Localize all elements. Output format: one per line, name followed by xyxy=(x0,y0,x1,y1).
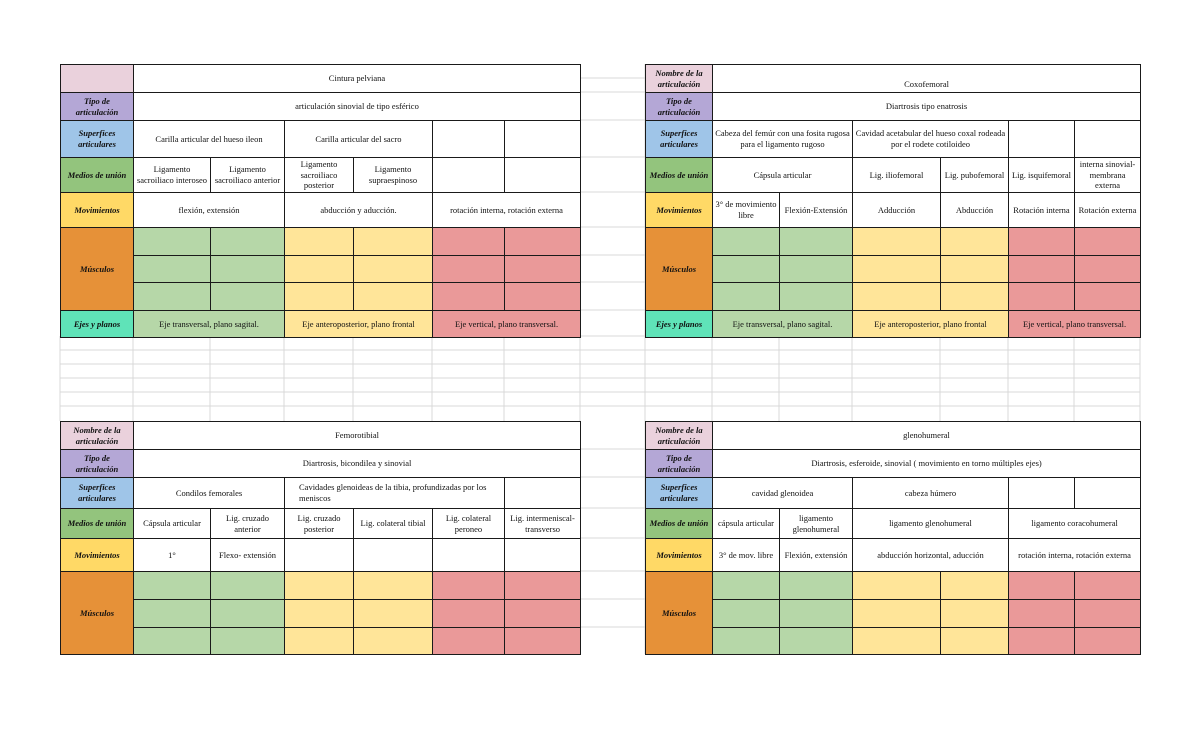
row-musculos xyxy=(646,283,1141,311)
label-musculos: Músculos xyxy=(646,572,713,655)
movimiento-cell: Rotación interna xyxy=(1009,193,1075,228)
eje-cell: Eje transversal, plano sagital. xyxy=(134,311,285,338)
table-cintura-pelviana xyxy=(60,64,581,338)
muscle-cell[interactable] xyxy=(780,228,853,256)
muscle-cell[interactable] xyxy=(713,628,780,655)
muscle-cell[interactable] xyxy=(134,256,211,283)
movimiento-cell: Flexo- extensión xyxy=(211,539,285,572)
muscle-cell[interactable] xyxy=(505,600,581,628)
muscle-cell[interactable] xyxy=(1009,628,1075,655)
label-movimientos: Movimientos xyxy=(61,539,134,572)
superficie-cell xyxy=(505,121,581,158)
label-movimientos: Movimientos xyxy=(61,193,134,228)
table-coxofemoral xyxy=(645,64,1141,338)
muscle-cell[interactable] xyxy=(1075,283,1141,311)
label-musculos: Músculos xyxy=(646,228,713,311)
row-movimientos xyxy=(646,539,1141,572)
superficie-cell: Carilla articular del hueso ileon xyxy=(134,121,285,158)
muscle-cell[interactable] xyxy=(780,628,853,655)
muscle-cell[interactable] xyxy=(941,228,1009,256)
medio-cell: ligamento glenohumeral xyxy=(853,509,1009,539)
superficie-cell xyxy=(433,121,505,158)
row-movimientos xyxy=(61,193,581,228)
muscle-cell[interactable] xyxy=(354,628,433,655)
label-ejes: Ejes y planos xyxy=(61,311,134,338)
muscle-cell[interactable] xyxy=(853,283,941,311)
table-femorotibial xyxy=(60,421,581,655)
eje-cell: Eje anteroposterior, plano frontal xyxy=(285,311,433,338)
movimiento-cell: Adducción xyxy=(853,193,941,228)
muscle-cell[interactable] xyxy=(211,283,285,311)
muscle-cell[interactable] xyxy=(134,228,211,256)
muscle-cell[interactable] xyxy=(713,283,780,311)
muscle-cell[interactable] xyxy=(713,600,780,628)
superficie-cell xyxy=(1075,478,1141,509)
medio-cell: Lig. cruzado anterior xyxy=(211,509,285,539)
muscle-cell[interactable] xyxy=(505,228,581,256)
muscle-cell[interactable] xyxy=(285,600,354,628)
superficie-cell xyxy=(1009,478,1075,509)
muscle-cell[interactable] xyxy=(1075,572,1141,600)
eje-cell: Eje vertical, plano transversal. xyxy=(433,311,581,338)
muscle-cell[interactable] xyxy=(505,283,581,311)
nombre-value: Coxofemoral xyxy=(713,65,1141,93)
tipo-value: Diartrosis, bicondilea y sinovial xyxy=(134,450,581,478)
movimiento-cell: Flexión, extensión xyxy=(780,539,853,572)
row-musculos xyxy=(61,572,581,600)
medio-cell: Lig. intermeniscal- transverso xyxy=(505,509,581,539)
movimiento-cell: Abducción xyxy=(941,193,1009,228)
muscle-cell[interactable] xyxy=(354,600,433,628)
label-nombre-empty xyxy=(61,65,134,93)
medio-cell xyxy=(505,158,581,193)
label-movimientos: Movimientos xyxy=(646,193,713,228)
label-tipo: Tipo de articulación xyxy=(61,93,134,121)
superficie-cell: Cabeza del femúr con una fosita rugosa para el ligamento rugoso xyxy=(713,121,853,158)
movimiento-cell: 1° xyxy=(134,539,211,572)
movimiento-cell: abducción horizontal, aducción xyxy=(853,539,1009,572)
label-superficies: Superfices articulares xyxy=(646,121,713,158)
tipo-value: articulación sinovial de tipo esférico xyxy=(134,93,581,121)
muscle-cell[interactable] xyxy=(1075,628,1141,655)
muscle-cell[interactable] xyxy=(713,228,780,256)
label-musculos: Músculos xyxy=(61,572,134,655)
medio-cell: ligamento coracohumeral xyxy=(1009,509,1141,539)
muscle-cell[interactable] xyxy=(505,572,581,600)
row-tipo xyxy=(646,450,1141,478)
muscle-cell[interactable] xyxy=(780,283,853,311)
medio-cell: interna sinovial- membrana externa xyxy=(1075,158,1141,193)
muscle-cell[interactable] xyxy=(211,628,285,655)
muscle-cell[interactable] xyxy=(433,256,505,283)
eje-cell: Eje anteroposterior, plano frontal xyxy=(853,311,1009,338)
row-superficies xyxy=(646,121,1141,158)
medio-cell: Ligamento sacroiliaco anterior xyxy=(211,158,285,193)
movimiento-cell: Rotación externa xyxy=(1075,193,1141,228)
tipo-value: Diartrosis tipo enatrosis xyxy=(713,93,1141,121)
label-tipo: Tipo de articulación xyxy=(61,450,134,478)
muscle-cell[interactable] xyxy=(433,228,505,256)
muscle-cell[interactable] xyxy=(134,283,211,311)
muscle-cell[interactable] xyxy=(1075,256,1141,283)
muscle-cell[interactable] xyxy=(941,600,1009,628)
superficie-cell: Cavidades glenoideas de la tibia, profundizadas por los meniscos xyxy=(285,478,505,509)
nombre-value: glenohumeral xyxy=(713,422,1141,450)
movimiento-cell xyxy=(433,539,505,572)
medio-cell: Cápsula articular xyxy=(134,509,211,539)
muscle-cell[interactable] xyxy=(134,628,211,655)
nombre-value: Femorotibial xyxy=(134,422,581,450)
label-movimientos: Movimientos xyxy=(646,539,713,572)
row-medios xyxy=(646,158,1141,193)
muscle-cell[interactable] xyxy=(780,600,853,628)
superficie-cell: Carilla articular del sacro xyxy=(285,121,433,158)
medio-cell: ligamento glenohumeral xyxy=(780,509,853,539)
muscle-cell[interactable] xyxy=(853,572,941,600)
medio-cell: Ligamento sacroiliaco posterior xyxy=(285,158,354,193)
row-musculos xyxy=(646,600,1141,628)
muscle-cell[interactable] xyxy=(1009,600,1075,628)
muscle-cell[interactable] xyxy=(941,283,1009,311)
muscle-cell[interactable] xyxy=(285,572,354,600)
row-medios xyxy=(61,509,581,539)
muscle-cell[interactable] xyxy=(1009,283,1075,311)
label-medios: Medios de unión xyxy=(61,158,134,193)
muscle-cell[interactable] xyxy=(134,600,211,628)
row-ejes xyxy=(646,311,1141,338)
muscle-cell[interactable] xyxy=(211,228,285,256)
muscle-cell[interactable] xyxy=(285,228,354,256)
row-tipo xyxy=(646,93,1141,121)
muscle-cell[interactable] xyxy=(505,628,581,655)
medio-cell: Ligamento supraespinoso xyxy=(354,158,433,193)
muscle-cell[interactable] xyxy=(354,283,433,311)
muscle-cell[interactable] xyxy=(433,572,505,600)
row-musculos xyxy=(646,572,1141,600)
muscle-cell[interactable] xyxy=(853,628,941,655)
medio-cell xyxy=(433,158,505,193)
muscle-cell[interactable] xyxy=(1075,600,1141,628)
row-superficies xyxy=(646,478,1141,509)
tipo-value: Diartrosis, esferoide, sinovial ( movimiento en torno múltiples ejes) xyxy=(713,450,1141,478)
row-tipo xyxy=(61,450,581,478)
muscle-cell[interactable] xyxy=(505,256,581,283)
muscle-cell[interactable] xyxy=(285,283,354,311)
muscle-cell[interactable] xyxy=(713,256,780,283)
muscle-cell[interactable] xyxy=(134,572,211,600)
superficie-cell: cabeza húmero xyxy=(853,478,1009,509)
muscle-cell[interactable] xyxy=(941,572,1009,600)
row-musculos xyxy=(61,283,581,311)
row-musculos xyxy=(646,256,1141,283)
row-musculos xyxy=(61,628,581,655)
muscle-cell[interactable] xyxy=(211,600,285,628)
label-musculos: Músculos xyxy=(61,228,134,311)
label-superficies: Superfices articulares xyxy=(61,121,134,158)
label-tipo: Tipo de articulación xyxy=(646,450,713,478)
row-nombre xyxy=(61,65,581,93)
movimiento-cell: rotación interna, rotación externa xyxy=(433,193,581,228)
superficie-cell: Cavidad acetabular del hueso coxal rodeada por el rodete cotiloideo xyxy=(853,121,1009,158)
muscle-cell[interactable] xyxy=(354,256,433,283)
muscle-cell[interactable] xyxy=(941,628,1009,655)
label-nombre: Nombre de la articulación xyxy=(61,422,134,450)
medio-cell: Lig. iliofemoral xyxy=(853,158,941,193)
row-musculos xyxy=(646,228,1141,256)
row-nombre xyxy=(646,65,1141,93)
muscle-cell[interactable] xyxy=(853,600,941,628)
muscle-cell[interactable] xyxy=(853,256,941,283)
label-superficies: Superfices articulares xyxy=(61,478,134,509)
label-medios: Medios de unión xyxy=(646,509,713,539)
medio-cell: cápsula articular xyxy=(713,509,780,539)
label-nombre: Nombre de la articulación xyxy=(646,422,713,450)
label-medios: Medios de unión xyxy=(61,509,134,539)
superficie-cell xyxy=(1009,121,1075,158)
medio-cell: Lig. pubofemoral xyxy=(941,158,1009,193)
label-ejes: Ejes y planos xyxy=(646,311,713,338)
label-nombre: Nombre de la articulación xyxy=(646,65,713,93)
muscle-cell[interactable] xyxy=(1075,228,1141,256)
muscle-cell[interactable] xyxy=(780,572,853,600)
movimiento-cell xyxy=(285,539,354,572)
row-nombre xyxy=(61,422,581,450)
label-tipo: Tipo de articulación xyxy=(646,93,713,121)
table-glenohumeral xyxy=(645,421,1141,655)
muscle-cell[interactable] xyxy=(285,256,354,283)
movimiento-cell: rotación interna, rotación externa xyxy=(1009,539,1141,572)
muscle-cell[interactable] xyxy=(780,256,853,283)
superficie-cell xyxy=(1075,121,1141,158)
superficie-cell: Condilos femorales xyxy=(134,478,285,509)
row-nombre xyxy=(646,422,1141,450)
nombre-value: Cintura pelviana xyxy=(134,65,581,93)
muscle-cell[interactable] xyxy=(211,572,285,600)
row-tipo xyxy=(61,93,581,121)
movimiento-cell: 3° de mov. libre xyxy=(713,539,780,572)
row-ejes xyxy=(61,311,581,338)
muscle-cell[interactable] xyxy=(354,572,433,600)
eje-cell: Eje vertical, plano transversal. xyxy=(1009,311,1141,338)
movimiento-cell xyxy=(354,539,433,572)
movimiento-cell: 3° de movimiento libre xyxy=(713,193,780,228)
muscle-cell[interactable] xyxy=(285,628,354,655)
superficie-cell xyxy=(505,478,581,509)
eje-cell: Eje transversal, plano sagital. xyxy=(713,311,853,338)
muscle-cell[interactable] xyxy=(941,256,1009,283)
row-musculos xyxy=(646,628,1141,655)
movimiento-cell: abducción y aducción. xyxy=(285,193,433,228)
medio-cell: Lig. colateral peroneo xyxy=(433,509,505,539)
row-musculos xyxy=(61,256,581,283)
movimiento-cell: Flexión-Extensión xyxy=(780,193,853,228)
medio-cell: Lig. isquifemoral xyxy=(1009,158,1075,193)
medio-cell: Ligamento sacroiliaco interoseo xyxy=(134,158,211,193)
row-superficies xyxy=(61,121,581,158)
medio-cell: Lig. cruzado posterior xyxy=(285,509,354,539)
muscle-cell[interactable] xyxy=(1009,572,1075,600)
muscle-cell[interactable] xyxy=(853,228,941,256)
row-medios xyxy=(61,158,581,193)
label-medios: Medios de unión xyxy=(646,158,713,193)
label-superficies: Superfices articulares xyxy=(646,478,713,509)
row-movimientos xyxy=(646,193,1141,228)
movimiento-cell: flexión, extensión xyxy=(134,193,285,228)
row-superficies xyxy=(61,478,581,509)
muscle-cell[interactable] xyxy=(1009,256,1075,283)
muscle-cell[interactable] xyxy=(211,256,285,283)
muscle-cell[interactable] xyxy=(354,228,433,256)
muscle-cell[interactable] xyxy=(433,600,505,628)
muscle-cell[interactable] xyxy=(1009,228,1075,256)
movimiento-cell xyxy=(505,539,581,572)
row-musculos xyxy=(61,600,581,628)
medio-cell: Lig. colateral tibial xyxy=(354,509,433,539)
row-movimientos xyxy=(61,539,581,572)
muscle-cell[interactable] xyxy=(433,628,505,655)
superficie-cell: cavidad glenoidea xyxy=(713,478,853,509)
medio-cell: Cápsula articular xyxy=(713,158,853,193)
muscle-cell[interactable] xyxy=(433,283,505,311)
muscle-cell[interactable] xyxy=(713,572,780,600)
row-musculos xyxy=(61,228,581,256)
row-medios xyxy=(646,509,1141,539)
